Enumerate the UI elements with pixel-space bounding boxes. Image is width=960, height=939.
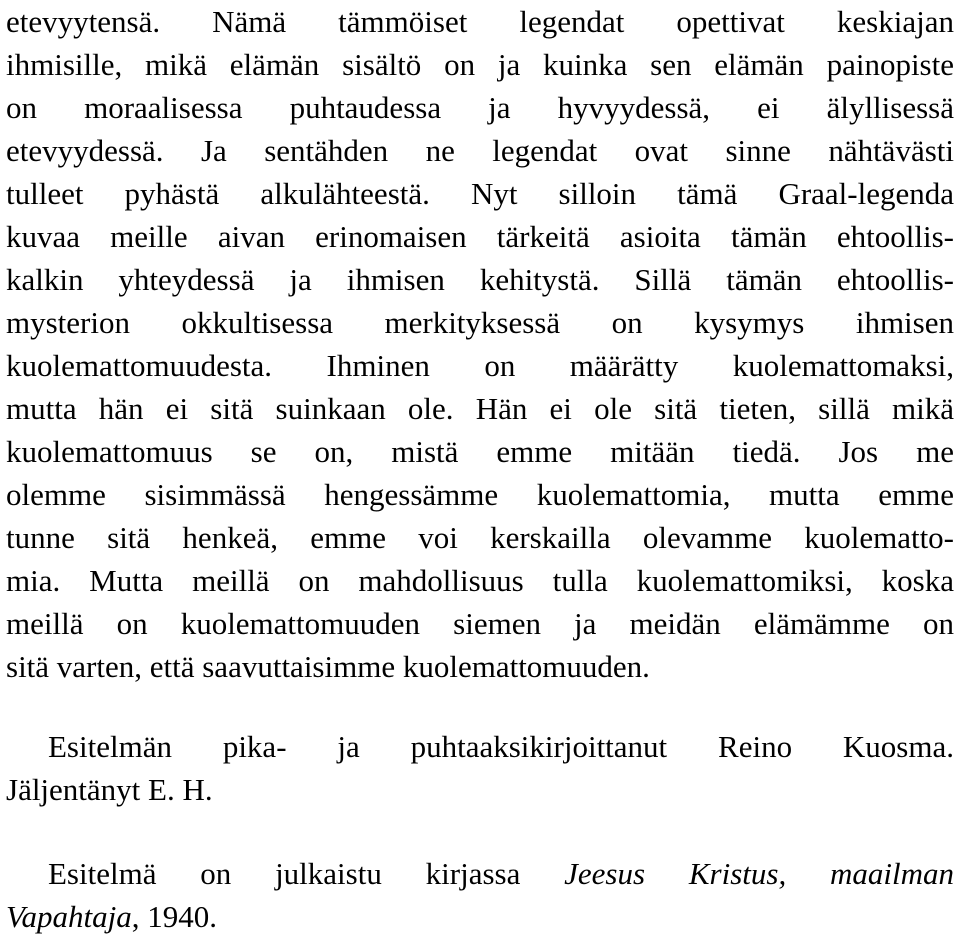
text-line: mutta hän ei sitä suinkaan ole. Hän ei ole sitä tieten, sillä mikä — [6, 391, 954, 426]
publication-line — [6, 895, 954, 939]
publication-year: , 1940. — [131, 899, 217, 934]
publication-line — [6, 852, 954, 896]
text-line: olemme sisimmässä hengessämme kuolemattomia, mutta emme — [6, 477, 954, 512]
credits-line: Jäljentänyt E. H. — [6, 772, 213, 807]
text-line: kuvaa meille aivan erinomaisen tärkeitä asioita tämän ehtoollis- — [6, 219, 954, 254]
book-title: Jeesus Kristus, maailman — [564, 856, 954, 891]
text-line: sitä varten, että saavuttaisimme kuolemattomuuden. — [6, 649, 650, 684]
text-line: ihmisille, mikä elämän sisältö on ja kuinka sen elämän painopiste — [6, 47, 954, 82]
text-line: kuolemattomuus se on, mistä emme mitään tiedä. Jos me — [6, 434, 954, 469]
text-line: tulleet pyhästä alkulähteestä. Nyt silloin tämä Graal-legenda — [6, 176, 954, 211]
text-line: mysterion okkultisessa merkityksessä on kysymys ihmisen — [6, 305, 954, 340]
text-line: etevyytensä. Nämä tämmöiset legendat opettivat keskiajan — [6, 4, 954, 39]
text-line: kuolemattomuudesta. Ihminen on määrätty kuolemattomaksi, — [6, 348, 954, 383]
text-line: mia. Mutta meillä on mahdollisuus tulla kuolemattomiksi, koska — [6, 563, 954, 598]
text-line: kalkin yhteydessä ja ihmisen kehitystä. Sillä tämän ehtoollis- — [6, 262, 954, 297]
text-line: on moraalisessa puhtaudessa ja hyvyydessä, ei älyllisessä — [6, 90, 954, 125]
credits-line: Esitelmän pika- ja puhtaaksikirjoittanut Reino Kuosma. — [48, 729, 954, 764]
book-title: Vapahtaja — [6, 899, 132, 934]
text-line: meillä on kuolemattomuuden siemen ja meidän elämämme on — [6, 606, 954, 641]
text-line: etevyydessä. Ja sentähden ne legendat ovat sinne nähtävästi — [6, 133, 954, 168]
text-line: tunne sitä henkeä, emme voi kerskailla olevamme kuolematto- — [6, 520, 954, 555]
publication-prefix: Esitelmä on julkaistu kirjassa — [48, 856, 565, 891]
